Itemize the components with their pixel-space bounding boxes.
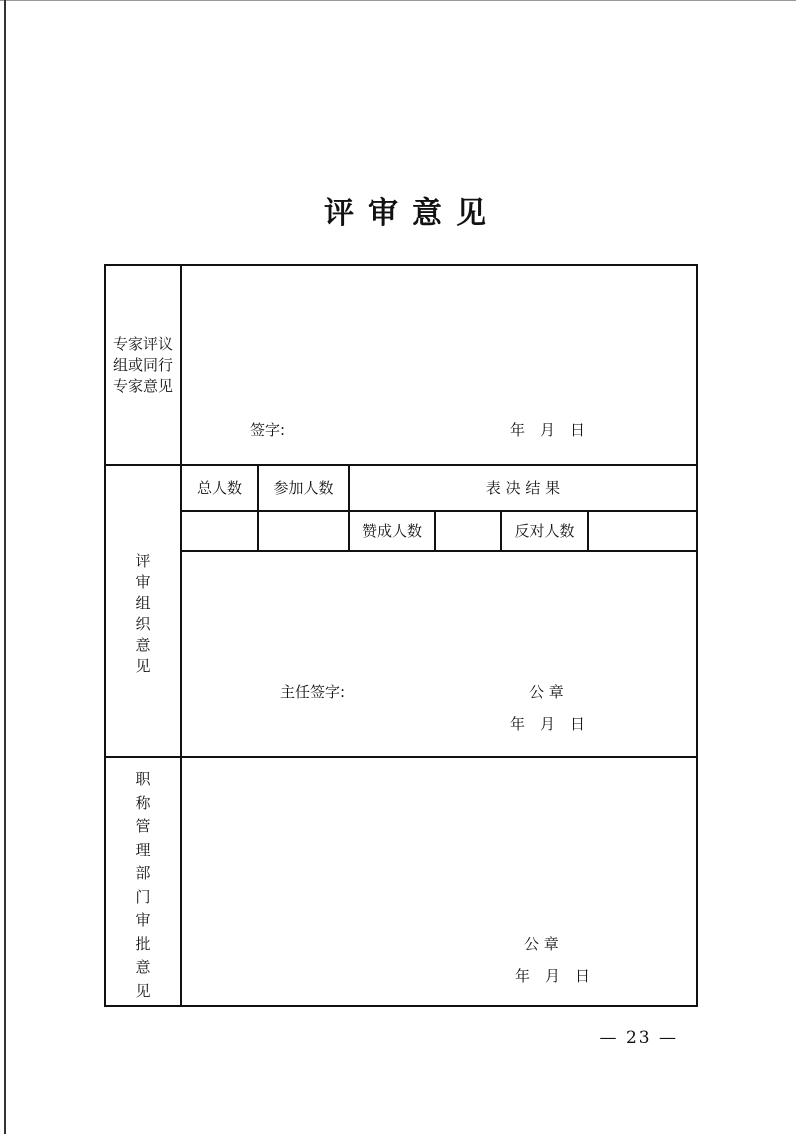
label-char: 理 — [135, 840, 151, 859]
page-top-edge — [0, 0, 796, 1]
label-line: 专家意见 — [112, 377, 173, 395]
label-line: 专家评议 — [112, 335, 173, 353]
director-signature-label: 主任签字: — [280, 683, 346, 701]
label-line: 组或同行 — [112, 356, 173, 374]
label-char: 职 — [135, 770, 151, 788]
total-count-header: 总人数 — [196, 479, 242, 497]
label-char: 织 — [135, 615, 151, 633]
attended-count-header: 参加人数 — [273, 479, 334, 497]
table-right-border — [696, 264, 698, 1007]
vote-result-header: 表 决 结 果 — [485, 479, 561, 497]
signature-label: 签字: — [250, 421, 286, 439]
section1-bottom-divider — [104, 464, 698, 466]
table-top-border — [104, 264, 698, 266]
page-left-edge — [4, 0, 6, 1134]
seal-label: 公 章 — [529, 683, 564, 701]
oppose-count-label: 反对人数 — [514, 522, 575, 540]
label-char: 评 — [135, 552, 151, 570]
seal-label: 公 章 — [524, 935, 559, 953]
expert-opinion-label — [106, 334, 180, 397]
page-number: — 23 — — [599, 1028, 678, 1048]
label-char: 称 — [135, 793, 151, 812]
title-dept-approval-label — [105, 768, 181, 1003]
section2-bottom-divider — [104, 756, 698, 758]
label-char: 见 — [135, 981, 151, 1000]
label-char: 审 — [135, 573, 151, 591]
label-char: 审 — [135, 911, 151, 929]
label-char: 门 — [135, 887, 151, 906]
label-char: 意 — [135, 958, 151, 976]
label-char: 部 — [135, 864, 151, 882]
date-label: 年 月 日 — [510, 715, 586, 733]
label-char: 批 — [135, 934, 151, 953]
table-bottom-border — [104, 1005, 698, 1007]
date-label: 年 月 日 — [510, 421, 586, 439]
approve-count-label: 赞成人数 — [361, 522, 422, 540]
page-title: 评审意见 — [324, 196, 500, 231]
label-char: 组 — [135, 594, 151, 612]
review-org-opinion-label — [105, 551, 181, 677]
date-label: 年 月 日 — [515, 967, 591, 985]
label-char: 意 — [135, 636, 151, 654]
label-char: 管 — [135, 817, 151, 835]
vote-col-divider-3 — [434, 510, 436, 552]
label-char: 见 — [135, 657, 151, 675]
vote-col-divider-5 — [587, 510, 589, 552]
